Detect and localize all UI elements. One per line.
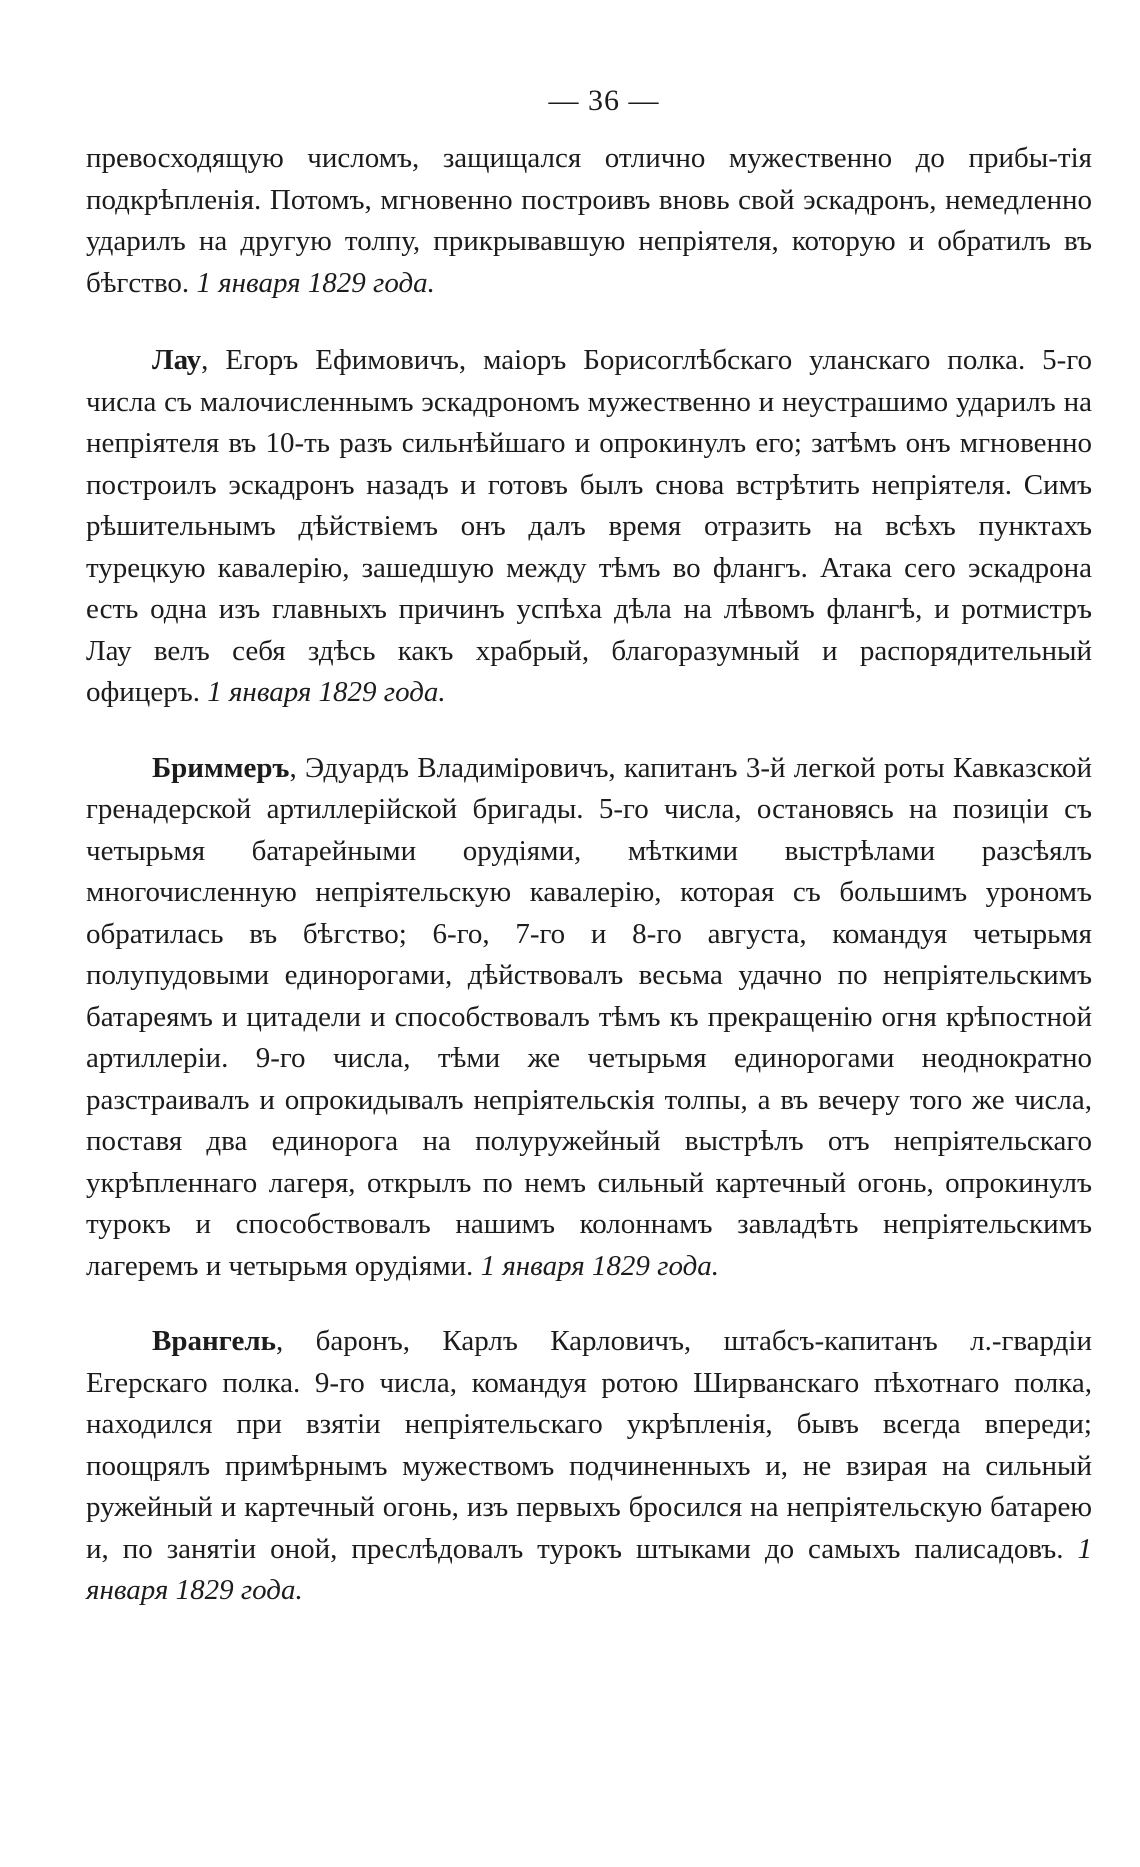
entry-date: 1 января 1829 года. <box>86 1532 1093 1606</box>
entry-name: Бриммеръ <box>152 751 290 784</box>
entry-text: превосходящую числомъ, защищался отлично мужественно до прибы-тія подкрѣпленія. Потомъ, мгновенно построивъ вновь свой эскадронъ, немедленно ударилъ на другую толпу, прикрывавшую непріятеля, которую и обратилъ въ бѣгство. <box>86 142 1092 299</box>
entry-lau <box>86 340 1092 714</box>
entry-brimmer <box>86 748 1092 1288</box>
entry-name: Лау <box>152 344 202 376</box>
entry-wrangel <box>86 1321 1092 1612</box>
entry-continuation <box>86 138 1092 304</box>
entry-name: Врангель <box>152 1325 276 1357</box>
page-number: — 36 — <box>548 84 660 117</box>
entry-date: 1 января 1829 года. <box>480 1249 720 1282</box>
document-page <box>86 84 1092 1646</box>
entry-text: , Эдуардъ Владиміровичъ, капитанъ 3-й легкой роты Кавказской гренадерской артиллерійской бригады. 5-го числа, остановясь на позиціи съ четырьмя батарейными орудіями, мѣткими выстрѣлами разсѣялъ многочисленную непріятельскую кавалерію, которая съ большимъ урономъ обратилась въ бѣгство; 6-го, 7-го и 8-го августа, командуя четырьмя полупудовыми единорогами, дѣйствовалъ весьма удачно по непріятельскимъ батареямъ и цитадели и способствовалъ тѣмъ къ прекращенію огня крѣпостной артиллеріи. 9-го числа, тѣми же четырьмя единорогами неоднократно разстраивалъ и опрокидывалъ непріятельскія толпы, а въ вечеру того же числа, поставя два единорога на полуружейный выстрѣлъ отъ непріятельскаго укрѣпленнаго лагеря, открылъ по немъ сильный картечный огонь, опрокинулъ турокъ и способствовалъ нашимъ колоннамъ завладѣть непріятельскимъ лагеремъ и четырьмя орудіями. <box>86 751 1092 1282</box>
entry-date: 1 января 1829 года. <box>196 266 435 299</box>
entry-text: , Егоръ Ефимовичъ, маіоръ Борисоглѣбскаго уланскаго полка. 5-го числа съ малочисленнымъ эскадрономъ мужественно и неустрашимо ударилъ на непріятеля въ 10-ть разъ сильнѣйшаго и опрокинулъ его; затѣмъ онъ мгновенно построилъ эскадронъ назадъ и готовъ былъ снова встрѣтить непріятеля. Симъ рѣшительнымъ дѣйствіемъ онъ далъ время отразить на всѣхъ пунктахъ турецкую кавалерію, зашедшую между тѣмъ во флангъ. Атака сего эскадрона есть одна изъ главныхъ причинъ успѣха дѣла на лѣвомъ флангѣ, и ротмистръ Лау велъ себя здѣсь какъ храбрый, благоразумный и распорядительный офицеръ. <box>86 344 1092 708</box>
entry-date: 1 января 1829 года. <box>207 676 446 708</box>
entry-text: , баронъ, Карлъ Карловичъ, штабсъ-капитанъ л.-гвардіи Егерскаго полка. 9-го числа, командуя ротою Ширванскаго пѣхотнаго полка, находился при взятіи непріятельскаго укрѣпленія, бывъ всегда впереди; поощрялъ примѣрнымъ мужествомъ подчиненныхъ и, не взирая на сильный ружейный и картечный огонь, изъ первыхъ бросился на непріятельскую батарею и, по занятіи оной, преслѣдовалъ турокъ штыками до самыхъ палисадовъ. <box>86 1325 1092 1565</box>
